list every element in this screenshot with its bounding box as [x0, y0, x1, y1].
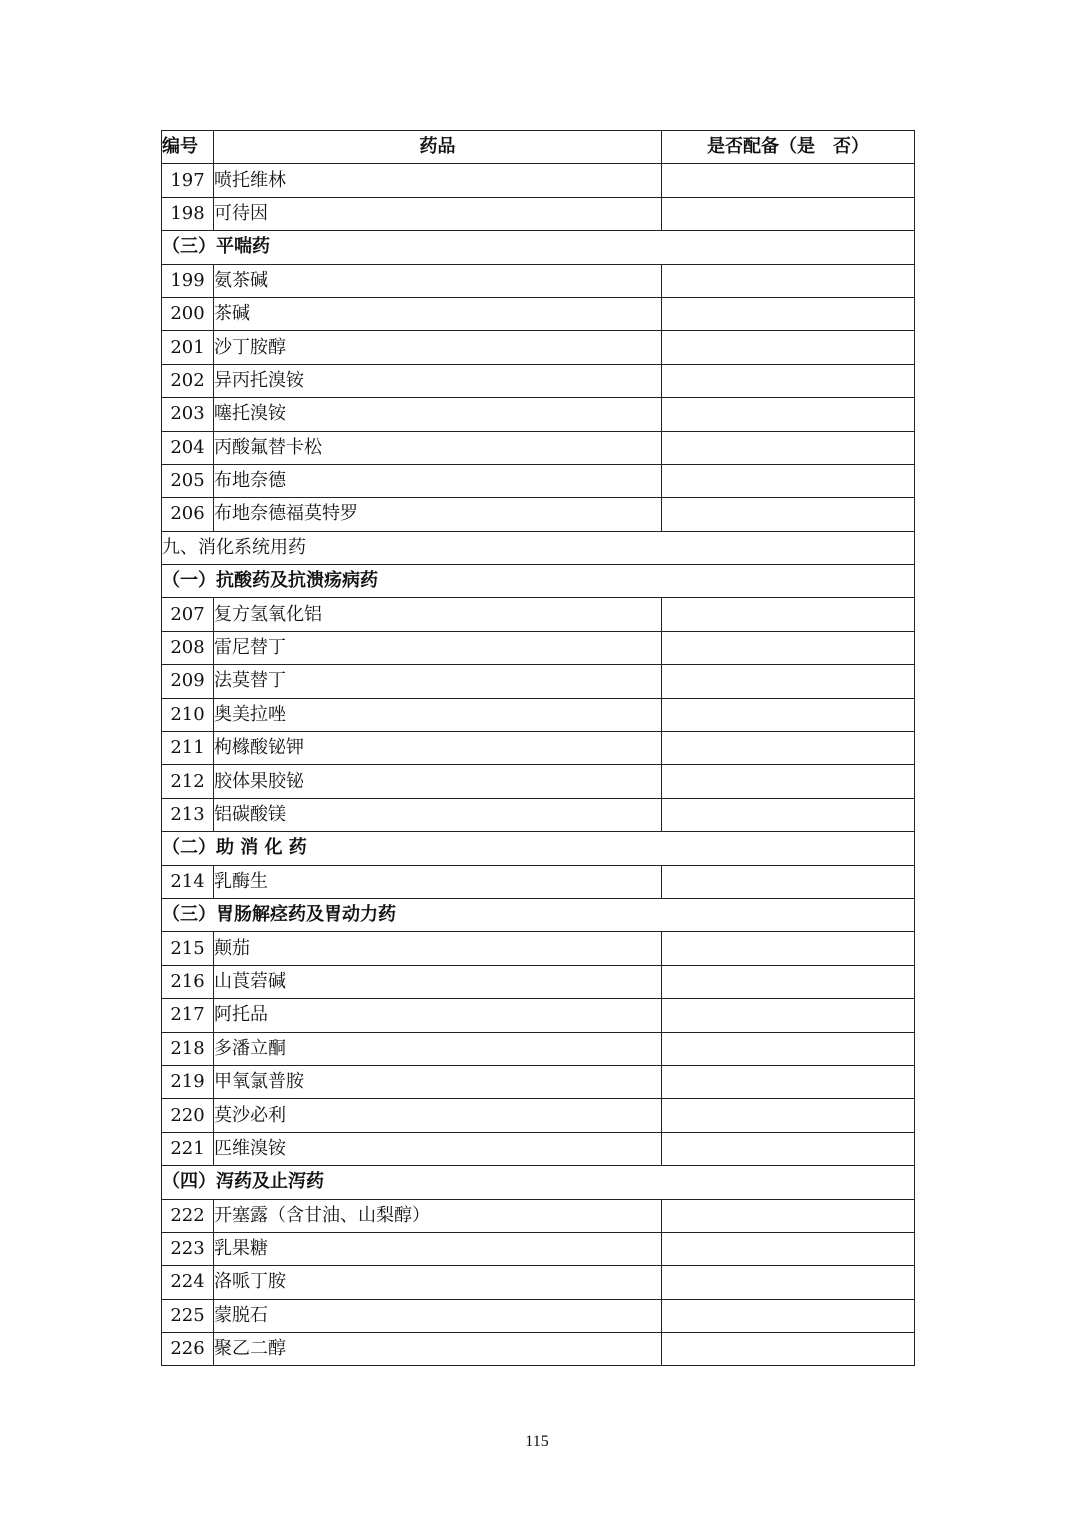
row-number: 199	[162, 264, 214, 297]
row-drug-name: 法莫替丁	[214, 665, 662, 698]
row-number: 208	[162, 631, 214, 664]
row-equipped-cell[interactable]	[662, 1032, 915, 1065]
row-equipped-cell[interactable]	[662, 464, 915, 497]
table-row	[162, 1232, 915, 1265]
table-row	[162, 765, 915, 798]
row-drug-name: 乳酶生	[214, 865, 662, 898]
table-row	[162, 665, 915, 698]
row-equipped-cell[interactable]	[662, 297, 915, 330]
row-number: 221	[162, 1132, 214, 1165]
row-number: 214	[162, 865, 214, 898]
subsection-row	[162, 1166, 915, 1199]
row-number: 202	[162, 364, 214, 397]
table-row	[162, 698, 915, 731]
table-row	[162, 865, 915, 898]
table-row	[162, 364, 915, 397]
row-drug-name: 山莨菪碱	[214, 965, 662, 998]
row-equipped-cell[interactable]	[662, 431, 915, 464]
row-drug-name: 丙酸氟替卡松	[214, 431, 662, 464]
row-number: 220	[162, 1099, 214, 1132]
table-row	[162, 598, 915, 631]
table-row	[162, 732, 915, 765]
row-equipped-cell[interactable]	[662, 798, 915, 831]
table-row	[162, 297, 915, 330]
row-equipped-cell[interactable]	[662, 732, 915, 765]
section-heading: 九、消化系统用药	[162, 531, 915, 564]
subsection-heading: （三）平喘药	[162, 231, 915, 264]
subsection-heading: （三）胃肠解痉药及胃动力药	[162, 898, 915, 931]
row-drug-name: 胶体果胶铋	[214, 765, 662, 798]
subsection-row	[162, 231, 915, 264]
row-drug-name: 开塞露（含甘油、山梨醇）	[214, 1199, 662, 1232]
table-row	[162, 1032, 915, 1065]
row-drug-name: 布地奈德福莫特罗	[214, 498, 662, 531]
row-drug-name: 可待因	[214, 197, 662, 230]
table-row	[162, 331, 915, 364]
page-number: 115	[525, 1433, 549, 1450]
row-number: 223	[162, 1232, 214, 1265]
row-equipped-cell[interactable]	[662, 698, 915, 731]
row-drug-name: 铝碳酸镁	[214, 798, 662, 831]
row-drug-name: 阿托品	[214, 999, 662, 1032]
row-drug-name: 多潘立酮	[214, 1032, 662, 1065]
table-row	[162, 1065, 915, 1098]
row-drug-name: 雷尼替丁	[214, 631, 662, 664]
header-number: 编号	[162, 131, 214, 164]
row-drug-name: 布地奈德	[214, 464, 662, 497]
table-row	[162, 398, 915, 431]
row-number: 213	[162, 798, 214, 831]
row-equipped-cell[interactable]	[662, 498, 915, 531]
row-equipped-cell[interactable]	[662, 1333, 915, 1366]
row-number: 211	[162, 732, 214, 765]
row-equipped-cell[interactable]	[662, 331, 915, 364]
row-equipped-cell[interactable]	[662, 264, 915, 297]
row-drug-name: 喷托维林	[214, 164, 662, 197]
row-number: 215	[162, 932, 214, 965]
row-number: 219	[162, 1065, 214, 1098]
table-row	[162, 631, 915, 664]
row-equipped-cell[interactable]	[662, 1266, 915, 1299]
header-drug: 药品	[214, 131, 662, 164]
table-row	[162, 1266, 915, 1299]
table-row	[162, 1299, 915, 1332]
row-equipped-cell[interactable]	[662, 665, 915, 698]
table-row	[162, 1132, 915, 1165]
table-row	[162, 1199, 915, 1232]
table-row	[162, 431, 915, 464]
row-drug-name: 复方氢氧化铝	[214, 598, 662, 631]
row-number: 200	[162, 297, 214, 330]
row-drug-name: 洛哌丁胺	[214, 1266, 662, 1299]
row-number: 205	[162, 464, 214, 497]
row-number: 201	[162, 331, 214, 364]
row-equipped-cell[interactable]	[662, 1132, 915, 1165]
row-equipped-cell[interactable]	[662, 631, 915, 664]
row-drug-name: 聚乙二醇	[214, 1333, 662, 1366]
table-row	[162, 1099, 915, 1132]
row-number: 216	[162, 965, 214, 998]
row-number: 222	[162, 1199, 214, 1232]
row-equipped-cell[interactable]	[662, 398, 915, 431]
header-equipped: 是否配备（是 否）	[662, 131, 915, 164]
row-equipped-cell[interactable]	[662, 932, 915, 965]
row-equipped-cell[interactable]	[662, 1065, 915, 1098]
row-equipped-cell[interactable]	[662, 598, 915, 631]
row-equipped-cell[interactable]	[662, 765, 915, 798]
row-number: 197	[162, 164, 214, 197]
row-equipped-cell[interactable]	[662, 1099, 915, 1132]
table-row	[162, 965, 915, 998]
table-row	[162, 932, 915, 965]
row-number: 224	[162, 1266, 214, 1299]
row-number: 212	[162, 765, 214, 798]
drug-equipment-table	[161, 130, 915, 1366]
subsection-row	[162, 898, 915, 931]
subsection-heading: （一）抗酸药及抗溃疡病药	[162, 565, 915, 598]
row-number: 203	[162, 398, 214, 431]
table-row	[162, 264, 915, 297]
table-row	[162, 1333, 915, 1366]
row-number: 204	[162, 431, 214, 464]
row-drug-name: 噻托溴铵	[214, 398, 662, 431]
row-drug-name: 茶碱	[214, 297, 662, 330]
row-drug-name: 乳果糖	[214, 1232, 662, 1265]
row-equipped-cell[interactable]	[662, 965, 915, 998]
subsection-heading: （四）泻药及止泻药	[162, 1166, 915, 1199]
row-drug-name: 蒙脱石	[214, 1299, 662, 1332]
row-drug-name: 沙丁胺醇	[214, 331, 662, 364]
row-equipped-cell[interactable]	[662, 364, 915, 397]
row-number: 198	[162, 197, 214, 230]
row-drug-name: 颠茄	[214, 932, 662, 965]
row-equipped-cell[interactable]	[662, 164, 915, 197]
table-row	[162, 464, 915, 497]
subsection-heading: （二）助 消 化 药	[162, 832, 915, 865]
section-row	[162, 531, 915, 564]
subsection-row	[162, 565, 915, 598]
row-drug-name: 奥美拉唑	[214, 698, 662, 731]
row-drug-name: 异丙托溴铵	[214, 364, 662, 397]
row-equipped-cell[interactable]	[662, 1299, 915, 1332]
row-number: 210	[162, 698, 214, 731]
table-row	[162, 798, 915, 831]
row-number: 207	[162, 598, 214, 631]
row-equipped-cell[interactable]	[662, 865, 915, 898]
row-drug-name: 莫沙必利	[214, 1099, 662, 1132]
row-number: 225	[162, 1299, 214, 1332]
row-number: 217	[162, 999, 214, 1032]
row-number: 226	[162, 1333, 214, 1366]
table-row	[162, 999, 915, 1032]
row-equipped-cell[interactable]	[662, 197, 915, 230]
row-number: 209	[162, 665, 214, 698]
table-row	[162, 164, 915, 197]
table-header-row	[162, 131, 915, 164]
table-row	[162, 197, 915, 230]
row-drug-name: 枸橼酸铋钾	[214, 732, 662, 765]
row-equipped-cell[interactable]	[662, 1232, 915, 1265]
table-row	[162, 498, 915, 531]
row-equipped-cell[interactable]	[662, 1199, 915, 1232]
table-body	[162, 164, 915, 1366]
row-drug-name: 匹维溴铵	[214, 1132, 662, 1165]
row-equipped-cell[interactable]	[662, 999, 915, 1032]
row-drug-name: 氨茶碱	[214, 264, 662, 297]
row-drug-name: 甲氧氯普胺	[214, 1065, 662, 1098]
row-number: 218	[162, 1032, 214, 1065]
subsection-row	[162, 832, 915, 865]
row-number: 206	[162, 498, 214, 531]
